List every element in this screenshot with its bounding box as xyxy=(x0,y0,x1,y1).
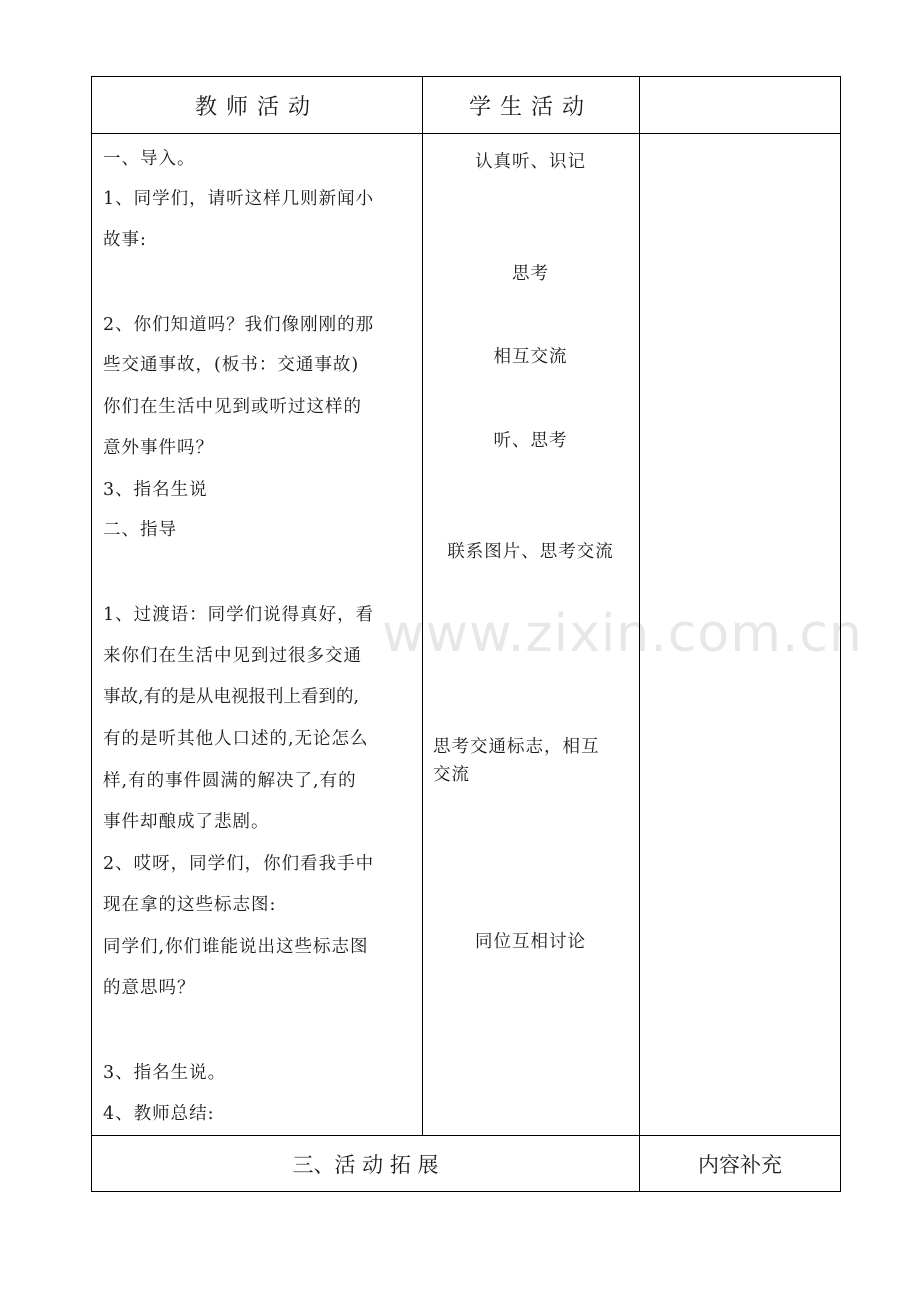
teacher-line: 有的是听其他人口述的,无论怎么 xyxy=(103,729,369,749)
student-line: 听、思考 xyxy=(493,431,568,451)
student-line: 思考 xyxy=(512,264,549,284)
student-line: 认真听、识记 xyxy=(475,152,586,172)
teacher-line: 你们在生活中见到或听过这样的 xyxy=(103,397,362,417)
watermark-text: www.zixin.com.cn xyxy=(382,604,863,664)
teacher-line: 3、指名生说 xyxy=(103,480,208,500)
header-teacher-activity: 教师活动 xyxy=(194,94,319,120)
teacher-line: 同学们,你们谁能说出这些标志图 xyxy=(103,937,369,957)
teacher-line: 2、你们知道吗？我们像刚刚的那 xyxy=(103,315,375,335)
header-student-activity: 学生活动 xyxy=(468,94,593,120)
activity-expansion-heading: 三、活 动 拓 展 xyxy=(292,1152,439,1177)
teacher-line: 3、指名生说。 xyxy=(103,1063,227,1083)
teacher-line: 来你们在生活中见到过很多交通 xyxy=(103,646,362,666)
content-supplement-heading: 内容补充 xyxy=(698,1152,782,1177)
teacher-line: 样,有的事件圆满的解决了,有的 xyxy=(103,771,357,791)
teacher-line: 2、哎呀，同学们，你们看我手中 xyxy=(103,854,375,874)
teacher-line: 4、教师总结: xyxy=(103,1104,215,1124)
teacher-line: 故事: xyxy=(103,230,147,250)
student-line: 同位互相讨论 xyxy=(475,932,586,952)
teacher-line: 事故,有的是从电视报刊上看到的, xyxy=(103,687,360,707)
teacher-line: 1、同学们，请听这样几则新闻小 xyxy=(103,189,375,209)
header-divider xyxy=(92,133,840,134)
header-notes xyxy=(640,77,840,133)
student-line: 相互交流 xyxy=(493,347,568,367)
teacher-line: 二、指导 xyxy=(103,520,177,540)
teacher-line: 些交通事故，(板书：交通事故) xyxy=(103,355,360,375)
teacher-line: 一、导入。 xyxy=(103,149,196,169)
teacher-line: 意外事件吗？ xyxy=(103,438,214,458)
teacher-line: 现在拿的这些标志图: xyxy=(103,895,277,915)
student-line: 交流 xyxy=(433,765,470,785)
student-line: 思考交通标志，相互 xyxy=(433,737,600,757)
teacher-line: 的意思吗？ xyxy=(103,978,196,998)
student-line: 联系图片、思考交流 xyxy=(447,542,614,562)
teacher-line: 1、过渡语：同学们说得真好，看 xyxy=(103,605,375,625)
teacher-line: 事件却酿成了悲剧。 xyxy=(103,812,270,832)
